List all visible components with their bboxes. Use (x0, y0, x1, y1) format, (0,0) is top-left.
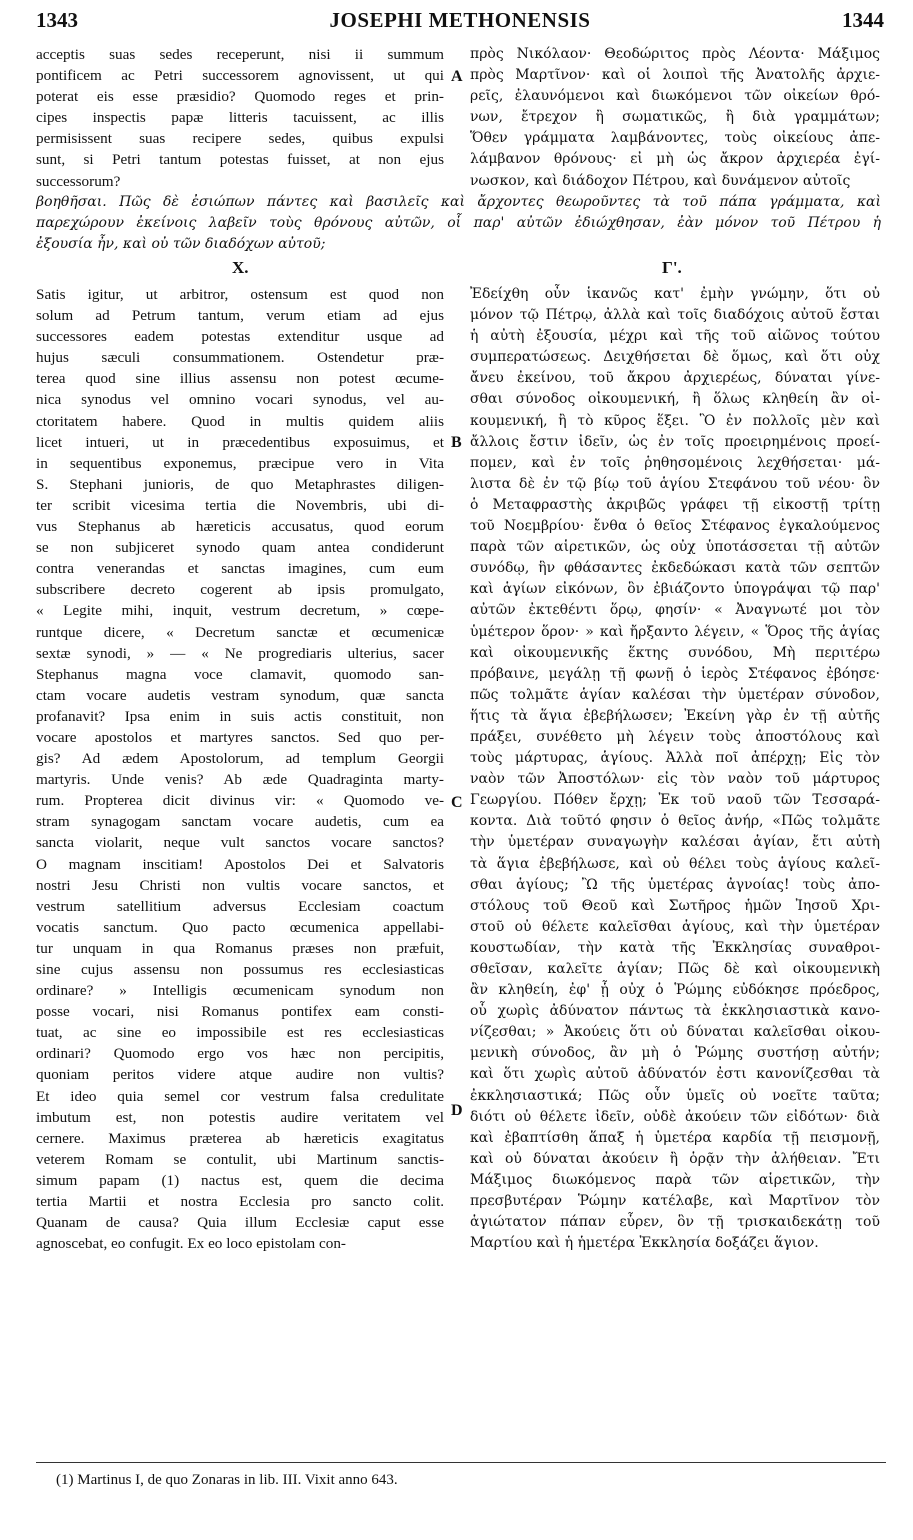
text-line: ctoritatem habere. Quod in multis quidem aliis (36, 412, 444, 430)
text-line: κουστωδίαν, τὴν κατὰ τῆς Ἐκκλησίας συναθροι- (470, 939, 880, 956)
text-line: veterem Romam se contulit, ubi Martinum sanctis- (36, 1150, 444, 1168)
text-line: nica synodus vel omnino vocari synodus, vel au- (36, 391, 444, 409)
section-number-latin: X. (232, 258, 249, 277)
text-line: quoniam peritos videre atque audire non vultis? (36, 1066, 444, 1084)
running-title: JOSEPHI METHONENSIS (329, 8, 591, 32)
text-line: Quanam de causa? Quia illum Ecclesiæ caput esse (36, 1214, 444, 1232)
text-line: μενικὴ σύνοδος, ἂν μὴ ὁ Ῥώμης συστήσῃ αὐτήν; (470, 1045, 880, 1062)
text-line: sunt, si Petri tantum potestas fuisset, at non ejus (36, 151, 444, 169)
text-line: Μάξιμος διωκόμενος παρὰ τῶν αἱρετικῶν, τὴν (470, 1171, 880, 1188)
text-line: καὶ οἰκουμενικῆς ἕκτης συνόδου, Μὴ περιτέρω (470, 644, 880, 661)
text-line: successorum? (36, 172, 121, 190)
text-line: Ὅθεν γράμματα λαμβάνοντες, τοὺς οἰκείους ἀπε- (470, 130, 880, 147)
text-line: συνόδῳ, ἣν φθάσαντες ἐκδεδώκασι κατὰ τῶν σεπτῶν (470, 560, 880, 577)
text-line: τὴν ὑμετέραν συναγωγὴν καλέσαι ἁγίαν, ἔτι αὐτὴ (470, 834, 880, 851)
greek-full-width-passage (36, 192, 881, 255)
text-line: gis? Ad ædem Apostolorum, ad templum Georgii (36, 750, 444, 768)
text-line: κοντα. Διὰ τοῦτό φησιν ὁ θεῖος ἀνήρ, «Πῶς τολμᾶτε (470, 813, 880, 830)
text-line: πρὸς Νικόλαον· Θεοδώριτος πρὸς Λέοντα· Μάξιμος (470, 46, 880, 62)
text-line: ctam vocare audetis vestram synodum, quæ sancta (36, 686, 444, 704)
margin-letter-b: B (451, 434, 462, 451)
text-line: terea quod sine illius assensu non potest œcume- (36, 370, 444, 388)
text-line: ἥτις τὰ ἅγια ἐβεβήλωσεν; Ἐκείνη γὰρ ἐν τῇ αὐτῆς (470, 707, 880, 724)
text-line: κουμενική, ἢ τὸ κῦρος ἕξει. Ὃ ἐν πολλοῖς μὲν καὶ (470, 412, 880, 429)
text-line: martyris. Unde venis? Ab æde Quadraginta marty- (36, 771, 444, 789)
text-line: τοὺς μάρτυρας, ἁγίους. Ἀλλὰ ποῖ ἀπέρχῃ; Εἰς τὸν (470, 750, 880, 767)
text-line: rum. Propterea dicit divinus vir: « Quomodo ve- (36, 792, 444, 810)
right-page-number: 1344 (842, 8, 884, 32)
text-line: ἄλλοις ἔστιν ἰδεῖν, ὡς ἐν τοῖς προειρημένοις προεί- (470, 433, 880, 450)
text-line: Ἐδείχθη οὖν ἱκανῶς κατ' ἐμὴν γνώμην, ὅτι οὐ (470, 286, 880, 302)
greek-column-top (470, 44, 880, 192)
text-line: πῶς τολμᾶτε ἁγίαν καλέσαι τὴν ὑμετέραν σύνοδον, (470, 686, 880, 703)
text-line: ἐκκλησιαστικά; Πῶς οὖν ὑμεῖς οὐ νοεῖτε ταῦτα; (470, 1087, 880, 1104)
text-line: tertia Martii et nostra Ecclesia pro sancto colit. (36, 1193, 444, 1211)
text-line: παρὰ τῶν αἱρετικῶν, ὡς οὐχ ὑποτάσσεται τῇ αὐτῶν (470, 539, 880, 556)
text-line: ὁ Μεταφραστὴς ἀκριβῶς γράφει τῇ εἰκοστῇ τρίτῃ (470, 496, 880, 513)
text-line: ordinari? Quomodo ergo vos hæc non percipitis, (36, 1045, 444, 1063)
text-line: vestrum satellitium adversus Ecclesiam coactum (36, 897, 444, 915)
text-line: καὶ οὐ δύναται ἀκούειν ἢ ὁρᾷν τὴν ἀλήθειαν. Ἔτι (470, 1150, 880, 1167)
text-line: ἁγιώτατον πάπαν εὗρεν, ὃν τῇ τρισκαιδεκάτῃ τοῦ (470, 1214, 880, 1231)
text-line: παρεχώρουν ἐκείνοις λαβεῖν τοὺς θρόνους αὐτῶν, οἷ παρ' αὐτῶν ἐδιώχθησαν, ἐὰν μόνον τοῦ Πέτρου ἡ (36, 215, 881, 232)
text-line: hujus sæculi consummationem. Ostendetur præ- (36, 349, 444, 367)
text-line: Γεωργίου. Πόθεν ἔρχῃ; Ἐκ τοῦ ναοῦ τῶν Τεσσαρά- (470, 792, 880, 809)
latin-column-top (36, 44, 444, 192)
text-line: σθαι σύνοδος οἰκουμενική, ἢ ὅλως κληθείη ἂν οἰ- (470, 391, 880, 408)
text-line: συμπερατώσεως. Δειχθήσεται δὲ ὅμως, καὶ ὅτι οὐχ (470, 349, 880, 366)
text-line: pontificem ac Petri successorem agnovissent, ut qui (36, 67, 444, 85)
text-line: καὶ ἁγίων εἰκόνων, ὃν ἐβιάζοντο ὑπογράψαι τῷ παρ' (470, 581, 880, 598)
left-page-number: 1343 (36, 8, 78, 32)
text-line: stram synagogam sanctam vocare audetis, cum ea (36, 813, 444, 831)
text-line: vus Stephanus ab hæreticis accusatus, quod eorum (36, 518, 444, 536)
text-line: simum papam (1) nactus est, quem die decima (36, 1171, 444, 1189)
page-header (36, 8, 884, 36)
text-line: tuat, ac sine eo impossibile est res ecclesiasticas (36, 1024, 444, 1042)
text-line: λάμβανον θρόνους· εἰ μὴ ὡς ἄκρον ἀρχιερέα ἐγί- (470, 151, 880, 168)
text-line: « Legite mihi, inquit, vestrum decretum, » cœpe- (36, 602, 444, 620)
text-line: successores eadem potestas extenditur usque ad (36, 328, 444, 346)
text-line: καὶ ὅτι χωρὶς αὐτοῦ ἀδύνατόν ἐστι κανονίζεσθαι τὰ (470, 1066, 880, 1083)
text-line: acceptis suas sedes receperunt, nisi ii summum (36, 46, 444, 63)
text-line: ἄνευ ἐκείνου, τοῦ ἄκρου ἀρχιερέως, δύναται γίνε- (470, 370, 880, 387)
text-line: πρὸς Μαρτῖνον· καὶ οἱ λοιποὶ τῆς Ἀνατολῆς ἀρχιε- (470, 67, 880, 84)
text-line: καὶ ἐβαπτίσθη ἅπαξ ἡ ὑμετέρα καρδία τῇ πεισμονῇ, (470, 1129, 880, 1146)
text-line: πρόβαινε, μεγάλῃ τῇ φωνῇ ὁ ἱερὸς Στέφανος ἐβόησε· (470, 665, 880, 682)
text-line: cipes inspectis papæ litteris tacuissent, ac illis (36, 109, 444, 127)
text-line: subscribere decreto cogerent ab ipsis promulgato, (36, 581, 444, 599)
text-line: cernere. Maximus præterea ab hæreticis exagitatus (36, 1129, 444, 1147)
text-line: Satis igitur, ut arbitror, ostensum est quod non (36, 286, 444, 303)
text-line: μόνον τῷ Πέτρῳ, ἀλλὰ καὶ τοῖς διαδόχοις αὐτοῦ ἔσται (470, 307, 880, 324)
text-line: νωσκον, καὶ διάδοχον Πέτρου, καὶ δυνάμενον αὐτοῖς (470, 172, 851, 189)
text-line: οὗ χωρὶς ἀδύνατον πάντως τὰ ἐκκλησιαστικὰ κανο- (470, 1003, 880, 1020)
text-line: se non subjiceret synodo quam antea condiderunt (36, 539, 444, 557)
text-line: αὐτῶν ἐκτεθέντι ὅρῳ, φησίν· « Ἀναγνωτέ μοι τὸν (470, 602, 880, 619)
text-line: runtque dicere, « Decretum sanctæ et œcumenicæ (36, 623, 444, 641)
text-line: ordinare? » Intelligis œcumenicam synodum non (36, 982, 444, 1000)
text-line: ἐξουσία ἦν, καὶ οὐ τῶν διαδόχων αὐτοῦ; (36, 236, 326, 253)
text-line: posse vocari, nisi Romanus pontifex eam consti- (36, 1003, 444, 1021)
text-line: solum ad Petrum tantum, verum etiam ad ejus (36, 307, 444, 325)
text-line: sancta violarit, neque vult sanctos vocare sanctos? (36, 834, 444, 852)
greek-column-main (470, 284, 880, 1254)
text-line: τοῦ Νοεμβρίου· ἔνθα ὁ θεῖος Στέφανος ἐγκαλούμενος (470, 518, 880, 535)
text-line: Et ideo quia semel cor vestrum falsa credulitate (36, 1087, 444, 1105)
text-line: ἡ αὐτὴ ἐξουσία, μέχρι καὶ τῆς τοῦ αἰῶνος τούτου (470, 328, 880, 345)
text-line: πομεν, καὶ ἐν τοῖς ῥηθησομένοις λεχθήσεται· μά- (470, 454, 880, 471)
text-line: ναὸν τῶν Ἀποστόλων· εἰς τὸν ναὸν τοῦ μάρτυρος (470, 771, 880, 788)
text-line: ρεῖς, ἐλαυνόμενοι καὶ διωκόμενοι τῶν οἰκείων θρό- (470, 88, 880, 105)
text-line: profanavit? Ipsa enim in suis actis constituit, non (36, 707, 444, 725)
text-line: contra venerandas et sanctas imagines, cum eum (36, 560, 444, 578)
text-line: sine cujus assensu non possumus res ecclesiasticas (36, 961, 444, 978)
text-line: τὰ ἅγια ἐβεβήλωσε, καὶ οὐ θέλει τοὺς ἁγίους καλεῖ- (470, 855, 880, 872)
text-line: στοῦ οὐ θέλετε καλεῖσθαι ἁγίους, καὶ τὴν ὑμετέραν (470, 918, 880, 935)
margin-letter-a: A (451, 68, 463, 85)
footnote: (1) Martinus I, de quo Zonaras in lib. III. Vixit anno 643. (56, 1472, 398, 1488)
text-line: in sequentibus exponemus, præcipue vero in Vita (36, 454, 444, 472)
text-line: λιστα δὲ ἐν τῷ βίῳ τοῦ ἁγίου Στεφάνου τοῦ νέου· ὃν (470, 475, 880, 492)
text-line: licet intueri, ut in præcedentibus exposuimus, et (36, 433, 444, 451)
text-line: σθαι ἁγίους; Ὢ τῆς ὑμετέρας ἀγνοίας! τοὺς ἀπο- (470, 876, 880, 893)
text-line: πρεσβυτέραν Ῥώμην κατέλαβε, καὶ Μαρτῖνον τὸν (470, 1193, 880, 1210)
text-line: nostri Jesu Christi non vultis vocare sanctos, et (36, 876, 444, 894)
margin-letter-d: D (451, 1102, 463, 1119)
text-line: vocatis sanctum. Quo pacto œcumenica appellabi- (36, 918, 444, 936)
text-line: S. Stephani junioris, de quo Metaphrastes diligen- (36, 475, 444, 493)
text-line: βοηθῆσαι. Πῶς δὲ ἐσιώπων πάντες καὶ βασιλεῖς καὶ ἄρχοντες θεωροῦντες τὰ τοῦ πάπα γράμματα, καὶ (36, 194, 881, 210)
text-line: vocare apostolos et martyres sanctos. Sed quo per- (36, 728, 444, 746)
section-number-greek: Γ'. (662, 258, 682, 277)
footnote-rule (36, 1462, 886, 1463)
text-line: poterat eis esse præsidio? Quomodo reges et prin- (36, 88, 444, 106)
text-line: permisissent suas recipere sedes, quibus expulsi (36, 130, 444, 148)
text-line: σθεῖσαν, καλεῖτε ἁγίαν; Πῶς δὲ καὶ οἰκουμενικὴ (470, 961, 880, 977)
text-line: ὑμέτερον ὅρον· » καὶ ἤρξαντο λέγειν, « Ὅρος τῆς ἁγίας (470, 623, 880, 640)
text-line: νίζεσθαι; » Ἀκούεις ὅτι οὐ δύναται καλεῖσθαι οἰκου- (470, 1024, 880, 1041)
text-line: διότι οὐ θέλετε ἰδεῖν, οὐδὲ ἀκούειν τῶν εἰδότων· διὰ (470, 1108, 880, 1125)
text-line: agnoscebat, eo confugit. Ex eo loco epistolam con- (36, 1235, 346, 1253)
text-line: ter scribit vicesima tertia die Novembris, ubi di- (36, 496, 444, 514)
text-line: tur unquam in qua Romanus præses non præfuit, (36, 939, 444, 957)
margin-letter-c: C (451, 794, 463, 811)
text-line: πράξει, συνέθετο μὴ λέγειν τοὺς ἀποστόλους καὶ (470, 728, 880, 745)
text-line: O magnam inscitiam! Apostolos Dei et Salvatoris (36, 855, 444, 873)
text-line: sextæ synodi, » — « Ne progrediaris ulterius, sacer (36, 644, 444, 662)
text-line: imbutum est, non potestis audire veritatem vel (36, 1108, 444, 1126)
text-line: Μαρτίου καὶ ἡ ἡμετέρα Ἐκκλησία δοξάζει ἅγιον. (470, 1235, 819, 1252)
latin-column-main (36, 284, 444, 1254)
text-line: στόλους τοῦ Θεοῦ καὶ Σωτῆρος ἡμῶν Ἰησοῦ Χρι- (470, 897, 880, 914)
text-line: νων, ἔτρεχον ἢ σωματικῶς, ἢ διὰ γραμμάτων; (470, 109, 880, 126)
text-line: ἂν κληθείη, ἐφ' ᾗ οὐχ ὁ Ῥώμης εὐδόκησε πρόεδρος, (470, 982, 880, 999)
text-line: Stephanus magna voce clamavit, quomodo san- (36, 665, 444, 683)
